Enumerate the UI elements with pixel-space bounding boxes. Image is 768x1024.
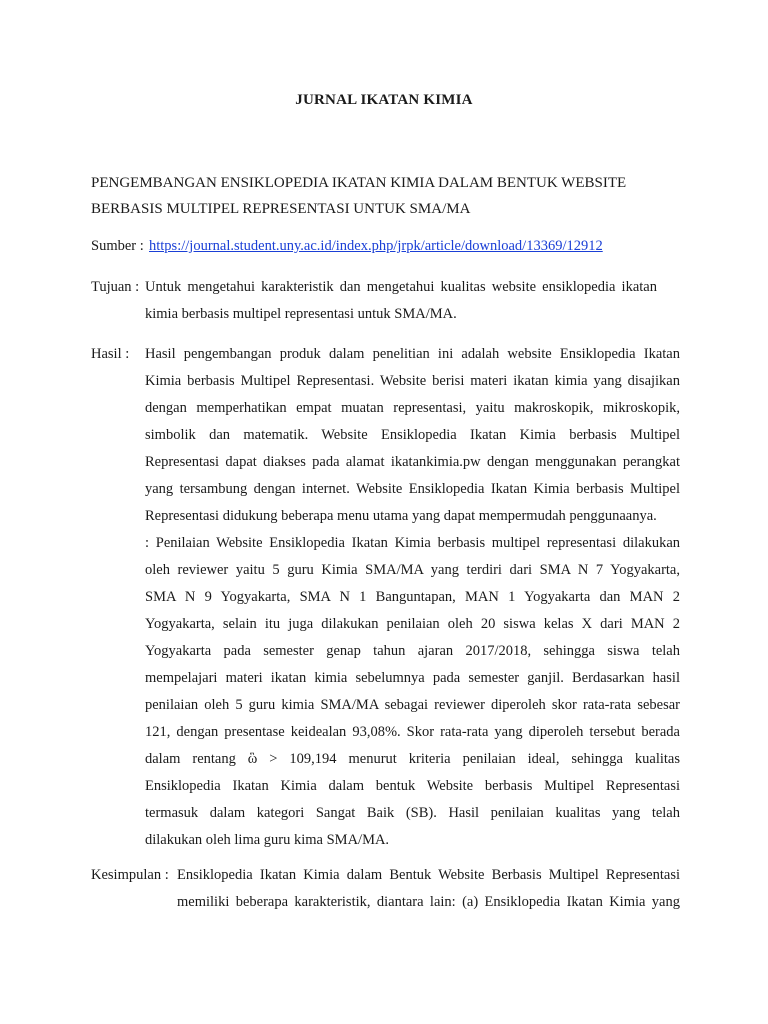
tujuan-label: Tujuan :: [91, 279, 140, 295]
source-link[interactable]: https://journal.student.uny.ac.id/index.php/jrpk/article/download/13369/12912: [149, 238, 603, 254]
kesimpulan-label: Kesimpulan :: [91, 867, 169, 883]
hasil-label: Hasil :: [91, 346, 130, 362]
sumber-label: Sumber :: [91, 238, 144, 254]
hasil-line: SMA N 9 Yogyakarta, SMA N 1 Banguntapan, MAN 1 Yogyakarta dan MAN 2: [145, 589, 680, 605]
article-heading-line: BERBASIS MULTIPEL REPRESENTASI UNTUK SMA/MA: [91, 201, 471, 217]
article-heading: [91, 170, 691, 222]
tujuan-line: kimia berbasis multipel representasi untuk SMA/MA.: [145, 306, 457, 322]
hasil-line: : Penilaian Website Ensiklopedia Ikatan Kimia berbasis multipel representasi dilakukan: [145, 535, 680, 551]
kesimpulan-line: Ensiklopedia Ikatan Kimia dalam Bentuk Website Berbasis Multipel Representasi: [177, 867, 680, 883]
hasil-line: Hasil pengembangan produk dalam penelitian ini adalah website Ensiklopedia Ikatan: [145, 346, 680, 362]
article-heading-line: PENGEMBANGAN ENSIKLOPEDIA IKATAN KIMIA DALAM BENTUK WEBSITE: [91, 175, 627, 191]
hasil-line: termasuk dalam kategori Sangat Baik (SB). Hasil penilaian kualitas yang telah: [145, 805, 680, 821]
hasil-line: penilaian oleh 5 guru kimia SMA/MA sebagai reviewer diperoleh skor rata-rata sebesar: [145, 697, 680, 713]
kesimpulan-line: memiliki beberapa karakteristik, diantara lain: (a) Ensiklopedia Ikatan Kimia yang: [177, 894, 680, 910]
hasil-line: Yogyakarta, selain itu juga dilakukan penilaian oleh 20 siswa kelas X dari MAN 2: [145, 616, 680, 632]
tujuan-line: Untuk mengetahui karakteristik dan mengetahui kualitas website ensiklopedia ikatan: [145, 279, 657, 295]
hasil-line: dalam rentang ὣ > 109,194 menurut kriteria penilaian ideal, sehingga kualitas: [145, 751, 680, 767]
document-title: JURNAL IKATAN KIMIA: [295, 92, 473, 108]
hasil-line: Yogyakarta pada semester genap tahun ajaran 2017/2018, sehingga siswa telah: [145, 643, 680, 659]
hasil-line: Ensiklopedia Ikatan Kimia dalam bentuk Website berbasis Multipel Representasi: [145, 778, 680, 794]
hasil-line: yang tersambung dengan internet. Website Ensiklopedia Ikatan Kimia berbasis Multipel: [145, 481, 680, 497]
hasil-line: dengan memperhatikan empat muatan representasi, yaitu makroskopik, mikroskopik,: [145, 400, 680, 416]
hasil-line: Kimia berbasis Multipel Representasi. Website berisi materi ikatan kimia yang disajikan: [145, 373, 680, 389]
hasil-line: oleh reviewer yaitu 5 guru Kimia SMA/MA yang terdiri dari SMA N 7 Yogyakarta,: [145, 562, 680, 578]
hasil-line: 121, dengan presentase keidealan 93,08%. Skor rata-rata yang diperoleh tersebut berada: [145, 724, 680, 740]
hasil-line: simbolik dan matematik. Website Ensiklopedia Ikatan Kimia berbasis Multipel: [145, 427, 680, 443]
hasil-line: dilakukan oleh lima guru kima SMA/MA.: [145, 832, 390, 848]
hasil-line: Representasi didukung beberapa menu utama yang dapat mempermudah penggunaanya.: [145, 508, 657, 524]
hasil-line: Representasi dapat diakses pada alamat ikatankimia.pw dengan menggunakan perangkat: [145, 454, 680, 470]
hasil-line: mempelajari materi ikatan kimia sebelumnya pada semester ganjil. Berdasarkan hasil: [145, 670, 680, 686]
